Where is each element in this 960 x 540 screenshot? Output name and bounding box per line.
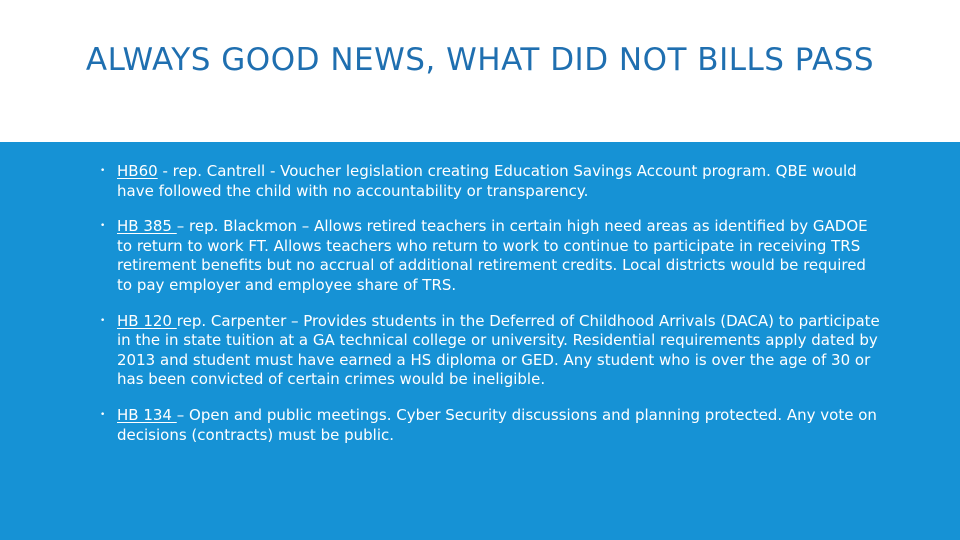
bill-description: - rep. Cantrell - Voucher legislation creating Education Savings Account program. QBE would have followed the child with no accountability or transparency. bbox=[117, 162, 857, 200]
bullet-icon: • bbox=[100, 409, 106, 420]
bill-number: HB 134 bbox=[117, 405, 177, 424]
bullet-list bbox=[100, 162, 880, 461]
bullet-item-hb134 bbox=[100, 406, 880, 445]
title-band bbox=[0, 0, 960, 142]
bullet-item-hb385 bbox=[100, 217, 880, 295]
bill-number: HB60 bbox=[117, 162, 158, 180]
slide-title: ALWAYS GOOD NEWS, WHAT DID NOT BILLS PASS bbox=[85, 42, 875, 78]
bill-description: – rep. Blackmon – Allows retired teachers in certain high need areas as identified by GADOE to return to work FT. Allows teachers who return to work to continue to participate in receiving TRS retirement benefits but no accrual of additional retirement credits. Local districts would be required to pay employer and employee share of TRS. bbox=[117, 217, 868, 294]
bullet-icon: • bbox=[100, 315, 106, 326]
bullet-icon: • bbox=[100, 166, 106, 176]
bill-number: HB 385 bbox=[117, 217, 177, 236]
bullet-icon: • bbox=[100, 221, 106, 232]
bill-description: rep. Carpenter – Provides students in the Deferred of Childhood Arrivals (DACA) to participate in the in state tuition at a GA technical college or university. Residential requirements apply dated by 2013 and student must have earned a HS diploma or GED. Any student who is over the age of 30 or has been convicted of certain crimes would be ineligible. bbox=[117, 311, 880, 389]
content-panel bbox=[0, 142, 960, 540]
bullet-item-hb60 bbox=[100, 162, 880, 201]
bullet-item-hb120 bbox=[100, 312, 880, 390]
bill-description: – Open and public meetings. Cyber Security discussions and planning protected. Any vote on decisions (contracts) must be public. bbox=[117, 405, 877, 444]
bill-number: HB 120 bbox=[117, 311, 177, 330]
